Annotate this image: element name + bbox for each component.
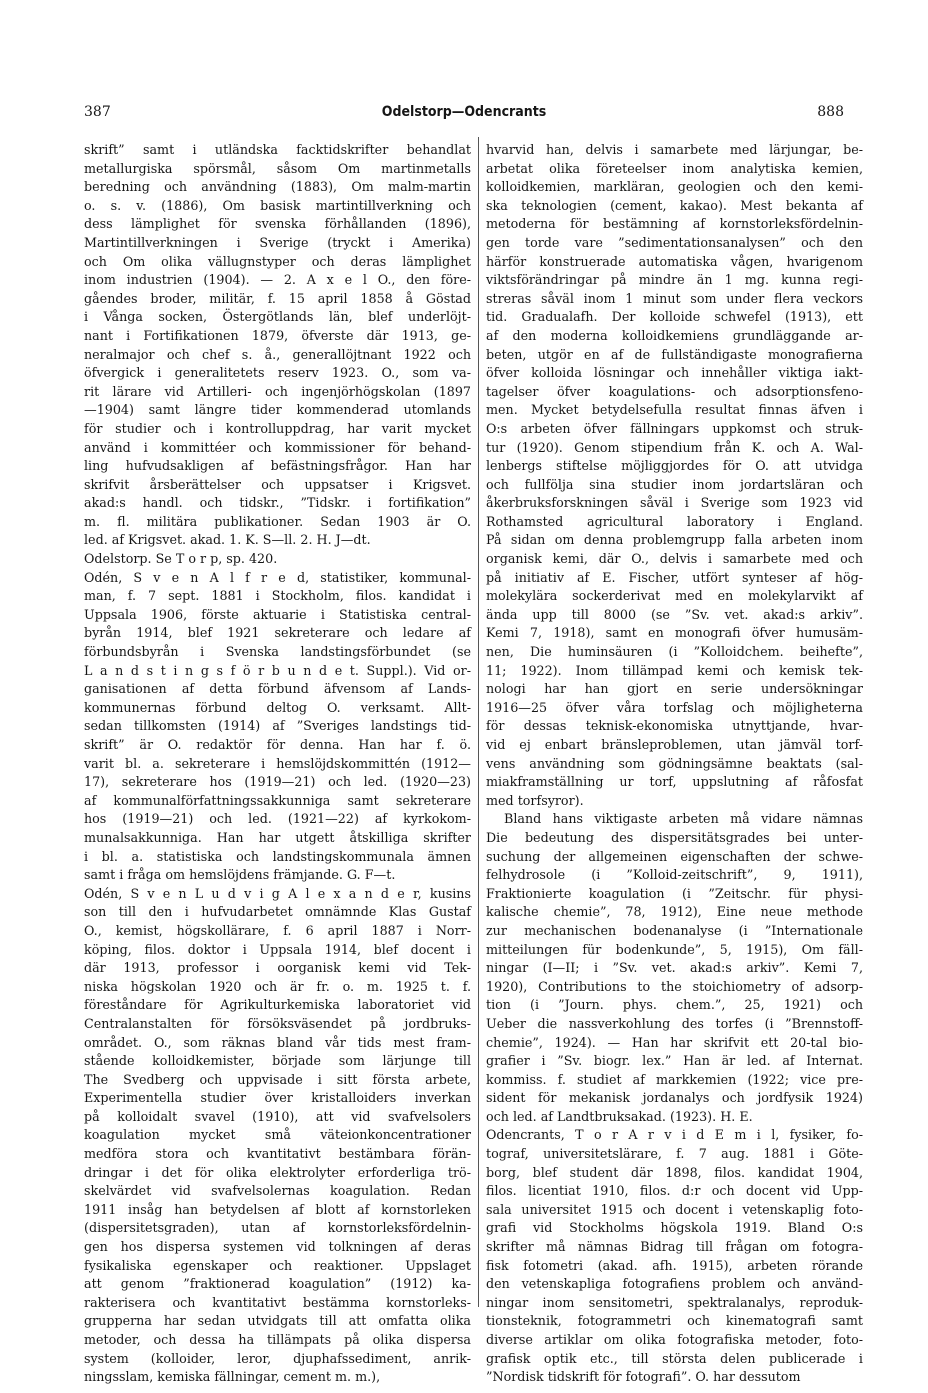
text-line: byrån 1914, blef 1921 sekreterare och ledare af bbox=[84, 625, 471, 641]
text-line: Fraktionierte koagulation (i ”Zeitschr. für physi- bbox=[486, 885, 863, 901]
text-line: arbetat olika företeelser inom analytiska kemien, bbox=[486, 160, 863, 176]
text-line: men. Mycket betydelsefulla resultat finnas äfven i bbox=[486, 402, 863, 418]
text-line: led. af Krigsvet. akad. 1. K. S—ll. 2. H. J—dt. bbox=[84, 532, 371, 548]
text-line: diverse artiklar om olika fotografiska metoder, foto- bbox=[486, 1332, 863, 1347]
text-line: förbundsbyrån i Svenska landstingsförbundet (se bbox=[84, 644, 471, 660]
text-line: gen hos dispersa systemen vid tolkningen af deras bbox=[84, 1239, 471, 1255]
text-line: öfvergick i generalitetets reserv 1923. O., som va- bbox=[84, 365, 471, 381]
text-line: filos. licentiat 1910, filos. d:r och docent vid Upp- bbox=[486, 1183, 863, 1199]
text-line: lenbergs stiftelse möjliggjordes för O. att utvidga bbox=[486, 458, 863, 474]
text-line: fysikaliska egenskaper och reaktioner. Uppslaget bbox=[84, 1257, 471, 1273]
text-line: borg, blef student där 1898, filos. kandidat 1904, bbox=[486, 1164, 863, 1180]
text-line: öfver kolloida lösningar och innehåller viktiga iakt- bbox=[486, 365, 863, 381]
text-line: Odelstorp. Se T o r p, sp. 420. bbox=[84, 551, 278, 567]
text-line: grupperna har sedan utvidgats till att omfatta olika bbox=[84, 1313, 471, 1329]
text-line: o. s. v. (1886), Om basisk martintillverkning och bbox=[84, 197, 471, 213]
text-line: rit lärare vid Artilleri- och ingenjörhögskolan (1897 bbox=[84, 383, 471, 399]
text-line: beredning och användning (1883), Om malm-martin bbox=[84, 179, 471, 195]
text-line: dess lämplighet för svenska förhållanden (1896), bbox=[84, 216, 471, 232]
text-line: nen, Die huminsäuren (i ”Kolloidchem. beihefte”, bbox=[486, 644, 863, 660]
text-line: vid ej enbart bränsleproblemen, utan jämväl torf- bbox=[486, 737, 863, 752]
text-line: föreståndare för Agrikulturkemiska laboratoriet vid bbox=[84, 997, 471, 1013]
text-line: tid. Gradualafh. Der kolloide schwefel (1913), ett bbox=[486, 309, 863, 325]
text-line: —1904) samt längre tider kommenderad utomlands bbox=[84, 402, 471, 418]
text-line: metallurgiska spörsmål, såsom Om martinmetalls bbox=[84, 160, 471, 176]
text-line: med torfsyror). bbox=[486, 792, 584, 808]
text-line: organisk kemi, där O., delvis i samarbete med och bbox=[486, 551, 863, 567]
left-page-number: 387 bbox=[84, 104, 111, 120]
text-line: sedan tillkomsten (1914) af ”Sveriges landstings tid- bbox=[84, 718, 471, 734]
text-line: rakterisera och kvantitativt bestämma kornstorleks- bbox=[84, 1294, 471, 1310]
text-line: ”Nordisk tidskrift för fotografi”. O. har dessutom bbox=[486, 1369, 801, 1385]
page-title: Odelstorp—Odencrants bbox=[381, 104, 547, 120]
text-line: Kemi 7, 1918), samt en monografi öfver humusäm- bbox=[486, 625, 863, 641]
text-line: kalische chemie”, 78, 1912), Eine neue methode bbox=[486, 904, 863, 920]
text-line: suchung der allgemeinen eigenschaften der schwe- bbox=[486, 848, 863, 864]
text-line: tograf, universitetslärare, f. 7 aug. 1881 i Göte- bbox=[486, 1146, 863, 1162]
text-line: att genom ”fraktionerad koagulation” (1912) ka- bbox=[84, 1276, 471, 1292]
text-line: gåendes broder, militär, f. 15 april 1858 å Göstad bbox=[84, 290, 471, 306]
text-line: nant i Fortifikationen 1879, öfverste där 1913, ge- bbox=[84, 327, 471, 343]
text-line: tionsteknik, fotogrammetri och kinematografi samt bbox=[486, 1313, 863, 1329]
text-line: medföra stora och kvantitativt bestämbara förän- bbox=[84, 1146, 471, 1162]
text-line: mitteilungen für bodenkunde”, 5, 1915), Om fäll- bbox=[486, 941, 863, 957]
text-line: ningar (I—II; i ”Sv. vet. akad:s arkiv”. Kemi 7, bbox=[486, 960, 863, 976]
text-line: af den moderna kolloidkemiens grundläggande ar- bbox=[486, 327, 863, 343]
text-line: Centralanstalten för försöksväsendet på jordbruks- bbox=[84, 1015, 471, 1031]
text-line: grafier i ”Sv. biogr. lex.” Han är led. af Internat. bbox=[486, 1053, 863, 1069]
text-line: kommiss. f. studiet af markkemien (1922; vice pre- bbox=[486, 1071, 863, 1087]
text-line: ända upp till 8000 (se ”Sv. vet. akad:s arkiv”. bbox=[486, 606, 863, 622]
text-line: samt i fråga om hemslöjdens främjande. G. F—t. bbox=[84, 867, 396, 883]
text-line: gen torde vare ”sedimentationsanalysen” och den bbox=[486, 234, 863, 250]
text-line: m. fl. militära publikationer. Sedan 1903 är O. bbox=[84, 513, 471, 529]
text-line: 1911 insåg han betydelsen af blott af kornstorleken bbox=[84, 1201, 471, 1217]
text-line: 11; 1922). Inom tillämpad kemi och kemisk tek- bbox=[486, 662, 863, 678]
text-line: ling hufvudsakligen af befästningsfrågor. Han har bbox=[84, 458, 471, 474]
text-line: härför konstruerade automatiska vågen, hvarigenom bbox=[486, 253, 863, 269]
text-line: och Om olika vällugnstyper och deras lämplighet bbox=[84, 253, 471, 269]
text-line: miakframställning ur torf, uppslutning af råfosfat bbox=[486, 774, 863, 790]
text-line: hos (1919—21) och led. (1921—22) af kyrkokom- bbox=[84, 811, 471, 827]
text-line: Rothamsted agricultural laboratory i England. bbox=[486, 513, 863, 529]
text-line: Odén, S v e n L u d v i g A l e x a n d e r, kusins bbox=[84, 885, 471, 901]
text-line: i bl. a. statistiska och landstingskommunala ämnen bbox=[84, 848, 471, 864]
text-line: på kolloidalt svavel (1910), att vid svafvelsolers bbox=[84, 1108, 471, 1124]
column-divider bbox=[478, 137, 479, 1307]
text-line: molekylära sockerderivat med en molekylarvikt af bbox=[486, 588, 863, 604]
text-line: på initiativ af E. Fischer, utfört synteser af hög- bbox=[486, 569, 863, 585]
text-line: chemie”, 1924). — Han har skrifvit ett 20-tal bio- bbox=[486, 1034, 863, 1050]
text-line: felhydrosole (i ”Kolloid-zeitschrift”, 9, 1911), bbox=[486, 867, 863, 883]
text-line: inom industrien (1904). — 2. A x e l O., den före- bbox=[84, 272, 471, 288]
text-line: system (kolloider, leror, djuphafssediment, anrik- bbox=[84, 1350, 471, 1366]
right-page-number: 888 bbox=[817, 104, 844, 120]
text-line: tion (i ”Journ. phys. chem.”, 25, 1921) och bbox=[486, 997, 863, 1013]
text-line: neralmajor och chef s. å., generallöjtnant 1922 och bbox=[84, 346, 471, 362]
text-line: skrifter må nämnas Bidrag till frågan om fotogra- bbox=[486, 1239, 863, 1255]
text-line: sident för mekanisk jordanalys och jordfysik 1924) bbox=[486, 1090, 863, 1106]
text-line: O., kemist, högskollärare, f. 6 april 1887 i Norr- bbox=[84, 922, 471, 938]
text-line: Ueber die nassverkohlung des torfes (i ”Brennstoff- bbox=[486, 1015, 863, 1031]
text-line: man, f. 7 sept. 1881 i Stockholm, filos. kandidat i bbox=[84, 588, 471, 604]
text-line: metoderna för bestämning af kornstorleksfördelnin- bbox=[486, 216, 863, 232]
text-line: dringar i det för olika elektrolyter erforderliga trö- bbox=[84, 1164, 471, 1180]
text-line: och led. af Landtbruksakad. (1923). H. E. bbox=[486, 1108, 753, 1124]
left-text-column bbox=[84, 141, 471, 1387]
text-line: nologi har han gjort en serie undersökningar bbox=[486, 681, 863, 697]
text-line: skrift” är O. redaktör för denna. Han har f. ö. bbox=[84, 737, 471, 752]
text-line: son till den i hufvudarbetet omnämnde Klas Gustaf bbox=[84, 904, 471, 920]
text-line: af kommunalförfattningssakkunniga samt sekreterare bbox=[84, 792, 471, 808]
text-line: grafi vid Stockholms högskola 1919. Bland O:s bbox=[486, 1220, 863, 1236]
text-line: skrift” samt i utländska facktidskrifter behandlat bbox=[84, 142, 471, 157]
text-line: The Svedberg och uppvisade i sitt första arbete, bbox=[84, 1071, 471, 1087]
text-line: O:s arbeten öfver fällningars uppkomst och struk- bbox=[486, 420, 863, 436]
text-line: beten, utgör en af de fullständigaste monografierna bbox=[486, 346, 863, 362]
text-line: för studier och i kontrolluppdrag, har varit mycket bbox=[84, 420, 471, 436]
text-line: koagulation mycket små väteionkoncentrationer bbox=[84, 1127, 471, 1143]
text-line: kolloidkemien, markläran, geologien och den kemi- bbox=[486, 179, 863, 195]
text-line: sala universitet 1915 och docent i vetenskaplig foto- bbox=[486, 1201, 863, 1217]
text-line: Martintillverkningen i Sverige (tryckt i Amerika) bbox=[84, 234, 471, 250]
text-line: (dispersitetsgraden), utan af kornstorleksfördelnin- bbox=[84, 1220, 471, 1236]
text-line: åkerbruksforskningen såväl i Sverige som 1923 vid bbox=[486, 495, 863, 511]
text-line: hvarvid han, delvis i samarbete med lärjungar, be- bbox=[486, 142, 863, 157]
text-line: ningsslam, kemiska fällningar, cement m. m.), bbox=[84, 1369, 381, 1385]
text-line: 1916—25 öfver våra torfslag och möjligheterna bbox=[486, 699, 863, 715]
text-line: grafisk optik etc., till största delen publicerade i bbox=[486, 1350, 863, 1366]
text-line: Die bedeutung des dispersitätsgrades bei unter- bbox=[486, 829, 863, 845]
text-line: viktsförändringar på mindre än 1 mg. kunna regi- bbox=[486, 272, 863, 288]
text-line: skelvärdet vid svafvelsolernas koagulation. Redan bbox=[84, 1183, 471, 1199]
text-line: använd i kommittéer och kommissioner för behand- bbox=[84, 439, 471, 455]
text-line: zur mechanischen bodenanalyse (i ”Internationale bbox=[486, 922, 863, 938]
text-line: Uppsala 1906, förste aktuarie i Statistiska central- bbox=[84, 606, 471, 622]
right-text-column bbox=[486, 141, 863, 1387]
text-line: niska högskolan 1920 och är fr. o. m. 1925 t. f. bbox=[84, 978, 471, 994]
text-line: ska teknologien (cement, kakao). Mest bekanta af bbox=[486, 197, 863, 213]
text-line: skrifvit årsberättelser och uppsatser i Krigsvet. bbox=[84, 476, 471, 492]
text-line: Odén, S v e n A l f r e d, statistiker, kommunal- bbox=[84, 569, 471, 585]
text-line: köping, filos. doktor i Uppsala 1914, blef docent i bbox=[84, 941, 471, 957]
text-line: för dessas teknisk-ekonomiska utnyttjande, hvar- bbox=[486, 718, 863, 734]
text-line: tur (1920). Genom stipendium från K. och A. Wal- bbox=[486, 439, 863, 455]
text-line: den vetenskapliga fotografiens problem och använd- bbox=[486, 1276, 863, 1292]
text-line: På sidan om denna problemgrupp falla arbeten inom bbox=[486, 532, 863, 548]
text-line: Odencrants, T o r A r v i d E m i l, fysiker, fo- bbox=[486, 1127, 863, 1143]
text-line: varit bl. a. sekreterare i hemslöjdskommittén (1912— bbox=[84, 755, 471, 771]
text-line: 1920), Contributions to the stoichiometry of adsorp- bbox=[486, 978, 863, 994]
text-line: där 1913, professor i oorganisk kemi vid Tek- bbox=[84, 960, 471, 976]
text-line: ningar inom sensitometri, spektralanalys, reproduk- bbox=[486, 1294, 863, 1310]
text-line: stående kolloidkemister, började som lärjunge till bbox=[84, 1053, 471, 1069]
text-line: ganisationen af detta förbund äfvensom af Lands- bbox=[84, 681, 471, 697]
text-line: området. O., som räknas bland vår tids mest fram- bbox=[84, 1034, 471, 1050]
text-line: kommunernas förbund deltog O. verksamt. Allt- bbox=[84, 699, 471, 715]
text-line: munalsakkunniga. Han har utgett åtskilliga skrifter bbox=[84, 829, 471, 845]
text-line: L a n d s t i n g s f ö r b u n d e t. Suppl.). Vid or- bbox=[84, 662, 471, 678]
text-line: vens användning som gödningsämne beaktats (sal- bbox=[486, 755, 863, 771]
text-line: 17), sekreterare hos (1919—21) och led. (1920—23) bbox=[84, 774, 471, 790]
text-line: akad:s handl. och tidskr., ”Tidskr. i fortifikation” bbox=[84, 495, 471, 511]
text-line: Bland hans viktigaste arbeten må vidare nämnas bbox=[504, 811, 863, 827]
text-line: fisk fotometri (akad. afh. 1915), arbeten rörande bbox=[486, 1257, 863, 1273]
text-line: streras såväl inom 1 minut som under flera veckors bbox=[486, 290, 863, 306]
text-line: tagelser öfver koagulations- och adsorptionsfeno- bbox=[486, 383, 863, 399]
text-line: och fullfölja sina studier inom jordartsläran och bbox=[486, 476, 863, 492]
text-line: Experimentella studier över kristalloiders inverkan bbox=[84, 1090, 471, 1106]
text-line: i Vånga socken, Östergötlands län, blef underlöjt- bbox=[84, 309, 471, 325]
text-line: metoder, och dessa ha tillämpats på olika dispersa bbox=[84, 1332, 471, 1347]
